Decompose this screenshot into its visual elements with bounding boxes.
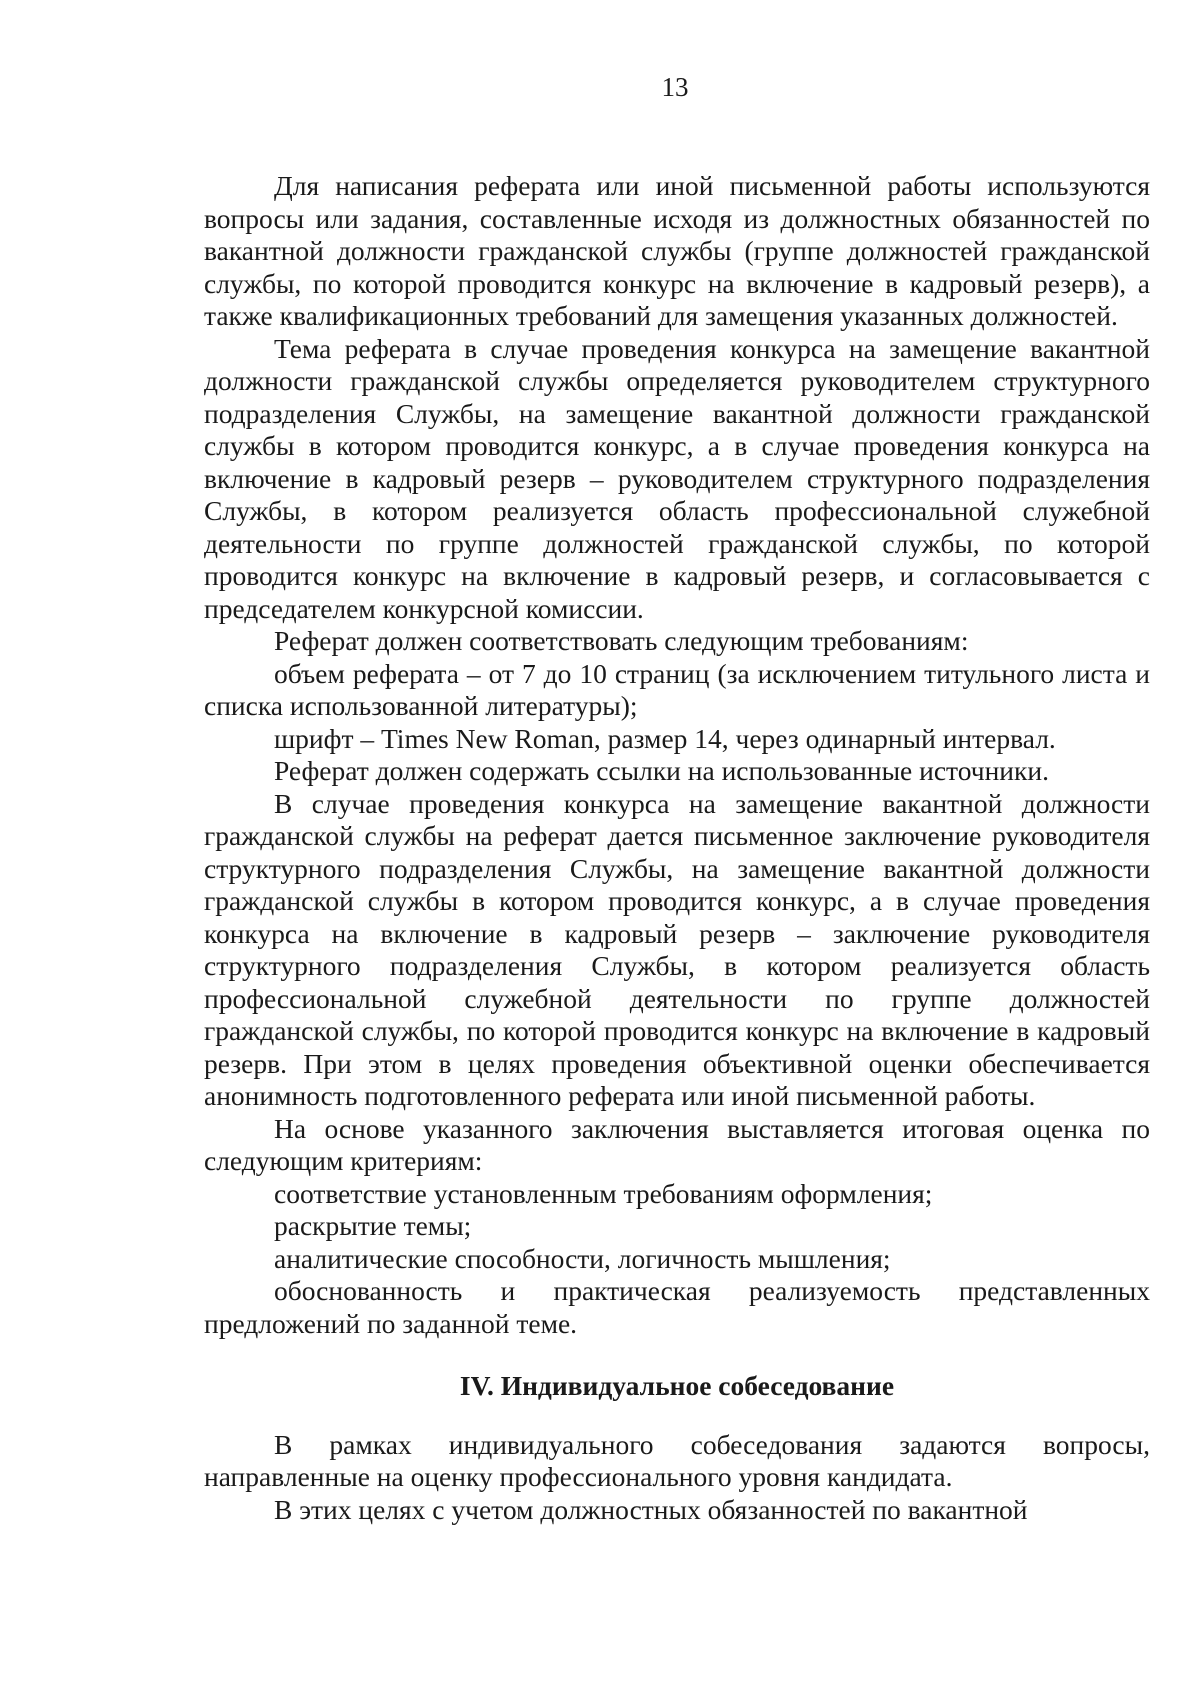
list-item: объем реферата – от 7 до 10 страниц (за исключением титульного листа и списка использованной литературы); — [204, 657, 1150, 721]
paragraph: Тема реферата в случае проведения конкурса на замещение вакантной должности гражданской службы определяется руководителем структурного подразделения Службы, на замещение вакантной должности гражданской службы в котором проводится конкурс, а в случае проведения конкурса на включение в кадровый резерв – руководителем структурного подразделения Службы, в котором реализуется область профессиональной служебной деятельности по группе должностей гражданской службы, по которой проводится конкурс на включение в кадровый резерв, и согласовывается с председателем конкурсной комиссии. — [204, 332, 1150, 624]
paragraph: Для написания реферата или иной письменной работы используются вопросы или задания, составленные исходя из должностных обязанностей по вакантной должности гражданской службы (группе должностей гражданской службы, по которой проводится конкурс на включение в кадровый резерв), а также квалификационных требований для замещения указанных должностей. — [204, 170, 1150, 331]
paragraph: Реферат должен содержать ссылки на использованные источники. — [274, 755, 1049, 786]
list-item: шрифт – Times New Roman, размер 14, через одинарный интервал. — [274, 722, 1056, 754]
paragraph: На основе указанного заключения выставляется итоговая оценка по следующим критериям: — [204, 1112, 1150, 1176]
page-number: 13 — [661, 72, 689, 102]
list-item: аналитические способности, логичность мышления; — [274, 1242, 891, 1274]
paragraph: В случае проведения конкурса на замещение вакантной должности гражданской службы на реферат дается письменное заключение руководителя структурного подразделения Службы, на замещение вакантной должности гражданской службы в котором проводится конкурс, а в случае проведения конкурса на включение в кадровый резерв – заключение руководителя структурного подразделения Службы, в котором реализуется область профессиональной служебной деятельности по группе должностей гражданской службы, по которой проводится конкурс на включение в кадровый резерв. При этом в целях проведения объективной оценки обеспечивается анонимность подготовленного реферата или иной письменной работы. — [204, 787, 1150, 1111]
paragraph: Реферат должен соответствовать следующим требованиям: — [274, 625, 969, 656]
paragraph: В этих целях с учетом должностных обязанностей по вакантной — [274, 1493, 1028, 1525]
section-heading: IV. Индивидуальное собеседование — [459, 1370, 895, 1401]
paragraph: В рамках индивидуального собеседования задаются вопросы, направленные на оценку профессионального уровня кандидата. — [204, 1428, 1150, 1492]
list-item: раскрытие темы; — [274, 1210, 472, 1241]
list-item: соответствие установленным требованиям оформления; — [274, 1177, 933, 1209]
document-body — [204, 170, 1150, 1526]
list-item: обоснованность и практическая реализуемость представленных предложений по заданной теме. — [204, 1275, 1150, 1339]
